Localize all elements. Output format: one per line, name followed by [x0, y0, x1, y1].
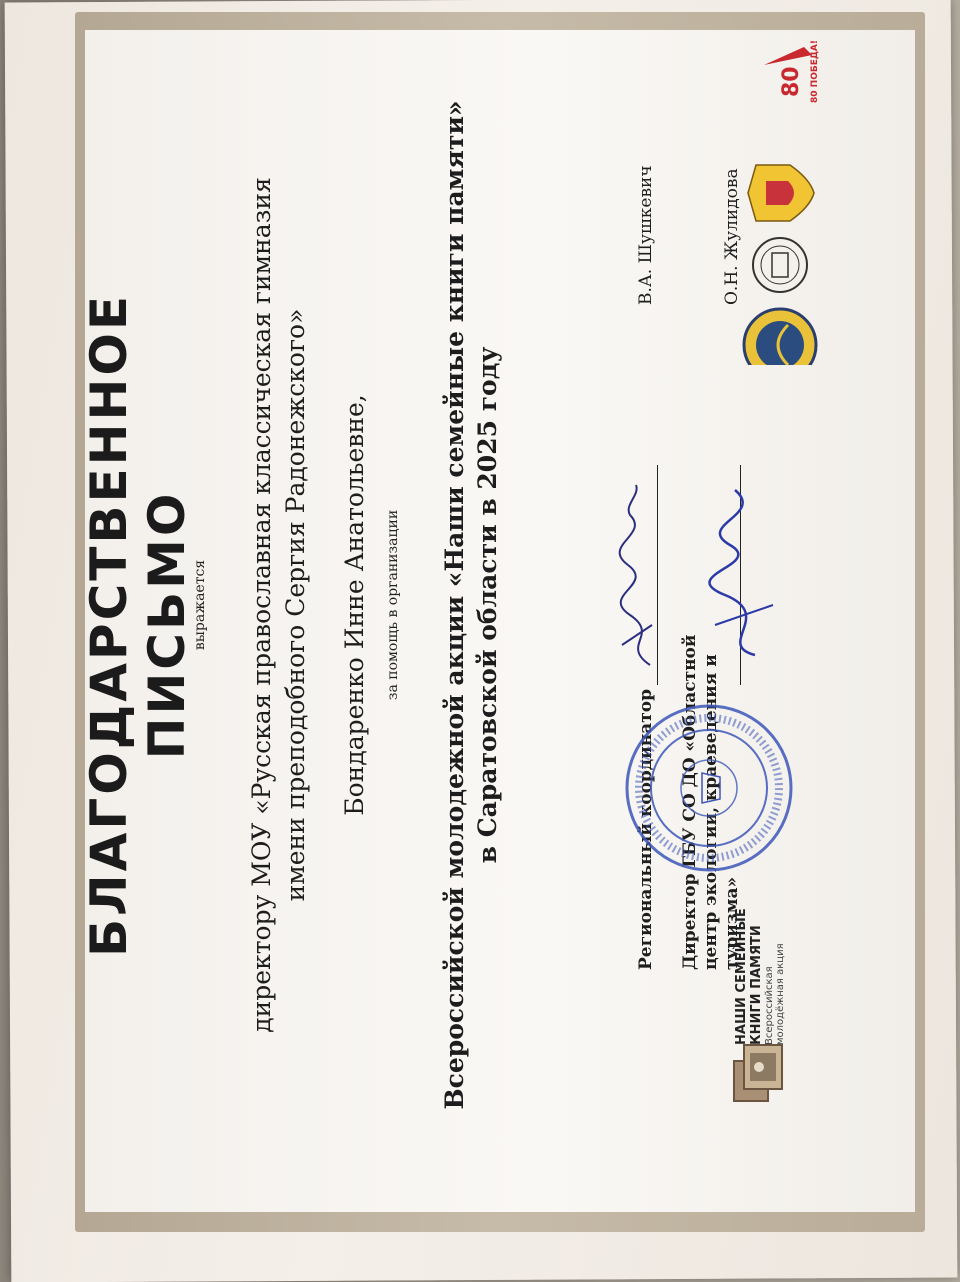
partner-emblems	[740, 25, 850, 365]
signatory-1-name: В.А. Шушкевич	[636, 165, 656, 305]
university-emblem-icon	[753, 238, 807, 292]
victory-logo-text: 80	[779, 66, 804, 97]
signatory-2-role-line-3: туризма»	[722, 876, 742, 970]
book-frames-icon	[730, 1035, 790, 1105]
certificate-document	[40, 25, 860, 1185]
partner-logos	[740, 25, 854, 365]
round-seal-stamp	[622, 700, 797, 875]
victory-logo-label: 80 ПОБЕДА!	[810, 40, 820, 103]
signatory-2-name: О.Н. Жулидова	[722, 168, 742, 305]
signatory-1-role-line-1: Региональный координатор	[636, 689, 656, 970]
action-line-1: Всероссийской молодежной акции «Наши семейные книги памяти»	[440, 100, 469, 1110]
recipient-name: Бондаренко Инне Анатольевне,	[340, 394, 369, 816]
action-line-2: в Саратовской области в 2025 году	[473, 346, 502, 864]
recipient-line-1: директору МОУ «Русская православная классическая гимназия	[247, 177, 276, 1033]
project-subtitle-line-2: молодёжная акция	[775, 943, 786, 1045]
recipient-block	[245, 25, 313, 1185]
signatory-2-role-line-2: центр экологии, краеведения и	[701, 654, 721, 970]
action-block	[438, 25, 504, 1185]
project-subtitle-line-1: Всероссийская	[764, 966, 775, 1045]
signature-2-scribble	[695, 455, 785, 675]
regional-center-emblem-icon	[744, 309, 816, 365]
coat-of-arms-icon	[748, 165, 814, 221]
project-logo-line-2: КНИГИ ПАМЯТИ	[749, 925, 764, 1045]
signatory-2-role-line-1: Директор ГБУ СО ДО «Областной	[680, 634, 700, 970]
signature-1-scribble	[600, 465, 670, 685]
document-title: БЛАГОДАРСТВЕННОЕ ПИСЬМО	[80, 293, 196, 957]
victory-80-logo-icon	[764, 47, 812, 97]
verb-line: выражается	[192, 559, 208, 651]
recipient-line-2: имени преподобного Сергия Радонежского»	[281, 308, 310, 902]
reason-line: за помощь в организации	[385, 509, 401, 701]
project-logo-line-1: НАШИ СЕМЕЙНЫЕ	[734, 908, 749, 1045]
